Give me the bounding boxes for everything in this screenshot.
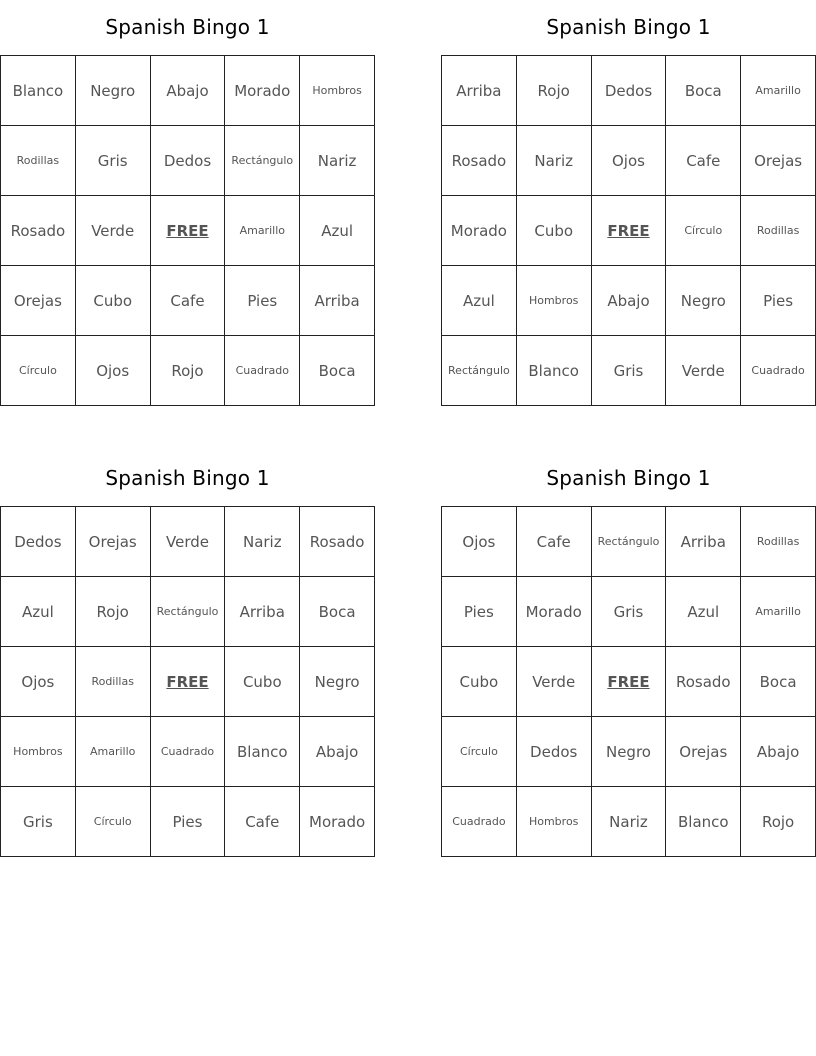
bingo-cell: Pies: [741, 266, 816, 336]
bingo-cell: Morado: [516, 577, 591, 647]
grid-row: [442, 787, 816, 857]
bingo-cell: Rodillas: [1, 126, 76, 196]
card-title: Spanish Bingo 1: [546, 466, 711, 490]
free-space-cell: FREE: [591, 196, 666, 266]
bingo-cell: Orejas: [666, 717, 741, 787]
bingo-cell: Blanco: [225, 717, 300, 787]
bingo-cell: Azul: [442, 266, 517, 336]
bingo-grid: [441, 506, 816, 857]
grid-row: [1, 717, 375, 787]
bingo-cell: Morado: [300, 787, 375, 857]
bingo-cell: Ojos: [1, 647, 76, 717]
bingo-cell: Arriba: [300, 266, 375, 336]
bingo-cell: Cubo: [225, 647, 300, 717]
bingo-cell: Abajo: [591, 266, 666, 336]
bingo-cell: Nariz: [516, 126, 591, 196]
card-title: Spanish Bingo 1: [105, 466, 270, 490]
grid-row: [442, 56, 816, 126]
bingo-cell: Verde: [75, 196, 150, 266]
bingo-cell: Abajo: [741, 717, 816, 787]
bingo-cell: Cuadrado: [442, 787, 517, 857]
bingo-cell: Amarillo: [225, 196, 300, 266]
bingo-cell: Rectángulo: [442, 336, 517, 406]
bingo-grid: [0, 506, 375, 857]
bingo-cell: Ojos: [442, 507, 517, 577]
bingo-cell: Negro: [666, 266, 741, 336]
bingo-grid: [0, 55, 375, 406]
bingo-cell: Rosado: [666, 647, 741, 717]
bingo-cell: Círculo: [75, 787, 150, 857]
bingo-cell: Rosado: [442, 126, 517, 196]
bingo-cell: Amarillo: [741, 577, 816, 647]
free-space-cell: FREE: [591, 647, 666, 717]
bingo-cell: Círculo: [442, 717, 517, 787]
grid-row: [442, 507, 816, 577]
grid-row: [1, 336, 375, 406]
bingo-cell: Hombros: [300, 56, 375, 126]
bingo-cell: Cafe: [516, 507, 591, 577]
grid-row: [1, 266, 375, 336]
bingo-cell: Azul: [666, 577, 741, 647]
bingo-cell: Rectángulo: [225, 126, 300, 196]
grid-row: [1, 56, 375, 126]
card-title: Spanish Bingo 1: [105, 15, 270, 39]
bingo-cell: Verde: [150, 507, 225, 577]
bingo-cell: Rojo: [150, 336, 225, 406]
bingo-cell: Rosado: [300, 507, 375, 577]
bingo-cell: Verde: [516, 647, 591, 717]
bingo-cell: Blanco: [1, 56, 76, 126]
bingo-cell: Morado: [225, 56, 300, 126]
bingo-cell: Blanco: [516, 336, 591, 406]
bingo-cell: Pies: [225, 266, 300, 336]
bingo-grid: [441, 55, 816, 406]
grid-row: [442, 126, 816, 196]
free-space-cell: FREE: [150, 647, 225, 717]
bingo-cell: Rodillas: [741, 196, 816, 266]
grid-row: [1, 126, 375, 196]
bingo-cell: Cuadrado: [150, 717, 225, 787]
bingo-cell: Blanco: [666, 787, 741, 857]
bingo-cell: Hombros: [516, 266, 591, 336]
bingo-cell: Círculo: [1, 336, 76, 406]
grid-row: [1, 577, 375, 647]
bingo-cell: Círculo: [666, 196, 741, 266]
bingo-cell: Gris: [75, 126, 150, 196]
bingo-cell: Boca: [300, 577, 375, 647]
grid-row: [1, 787, 375, 857]
bingo-card-2: [441, 0, 816, 406]
bingo-cell: Arriba: [442, 56, 517, 126]
bingo-cell: Gris: [591, 577, 666, 647]
bingo-cell: Arriba: [225, 577, 300, 647]
bingo-card-4: [441, 451, 816, 857]
bingo-cell: Azul: [1, 577, 76, 647]
grid-row: [442, 717, 816, 787]
bingo-cell: Boca: [666, 56, 741, 126]
bingo-cell: Arriba: [666, 507, 741, 577]
bingo-cell: Abajo: [300, 717, 375, 787]
bingo-cell: Gris: [591, 336, 666, 406]
grid-row: [442, 336, 816, 406]
bingo-cell: Nariz: [300, 126, 375, 196]
bingo-cell: Rodillas: [75, 647, 150, 717]
bingo-cell: Cafe: [150, 266, 225, 336]
bingo-cell: Amarillo: [741, 56, 816, 126]
bingo-cell: Cuadrado: [225, 336, 300, 406]
grid-row: [1, 196, 375, 266]
bingo-cell: Orejas: [741, 126, 816, 196]
bingo-cell: Rectángulo: [150, 577, 225, 647]
bingo-cell: Negro: [591, 717, 666, 787]
bingo-cell: Cafe: [666, 126, 741, 196]
bingo-cell: Boca: [741, 647, 816, 717]
bingo-cell: Morado: [442, 196, 517, 266]
bingo-cell: Rojo: [741, 787, 816, 857]
bingo-cell: Gris: [1, 787, 76, 857]
bingo-cell: Boca: [300, 336, 375, 406]
bingo-cell: Orejas: [75, 507, 150, 577]
bingo-cell: Orejas: [1, 266, 76, 336]
bingo-cell: Nariz: [591, 787, 666, 857]
bingo-cell: Pies: [442, 577, 517, 647]
free-space-cell: FREE: [150, 196, 225, 266]
bingo-cell: Hombros: [516, 787, 591, 857]
bingo-cell: Dedos: [1, 507, 76, 577]
bingo-card-3: [0, 451, 375, 857]
bingo-cell: Negro: [75, 56, 150, 126]
bingo-cell: Verde: [666, 336, 741, 406]
bingo-cell: Rodillas: [741, 507, 816, 577]
bingo-cell: Dedos: [591, 56, 666, 126]
bingo-cell: Abajo: [150, 56, 225, 126]
grid-row: [1, 647, 375, 717]
grid-row: [442, 266, 816, 336]
bingo-cell: Ojos: [591, 126, 666, 196]
bingo-cell: Rojo: [516, 56, 591, 126]
bingo-cell: Cafe: [225, 787, 300, 857]
bingo-cell: Rosado: [1, 196, 76, 266]
bingo-cell: Azul: [300, 196, 375, 266]
grid-row: [442, 196, 816, 266]
bingo-cell: Hombros: [1, 717, 76, 787]
bingo-cell: Cubo: [442, 647, 517, 717]
grid-row: [1, 507, 375, 577]
grid-row: [442, 647, 816, 717]
bingo-cell: Cuadrado: [741, 336, 816, 406]
bingo-cell: Cubo: [516, 196, 591, 266]
bingo-cell: Cubo: [75, 266, 150, 336]
card-title: Spanish Bingo 1: [546, 15, 711, 39]
bingo-cell: Pies: [150, 787, 225, 857]
bingo-cell: Amarillo: [75, 717, 150, 787]
bingo-cell: Ojos: [75, 336, 150, 406]
bingo-cell: Rojo: [75, 577, 150, 647]
bingo-cell: Rectángulo: [591, 507, 666, 577]
bingo-cell: Dedos: [150, 126, 225, 196]
bingo-cell: Negro: [300, 647, 375, 717]
bingo-card-1: [0, 0, 375, 406]
bingo-cell: Dedos: [516, 717, 591, 787]
grid-row: [442, 577, 816, 647]
bingo-cell: Nariz: [225, 507, 300, 577]
